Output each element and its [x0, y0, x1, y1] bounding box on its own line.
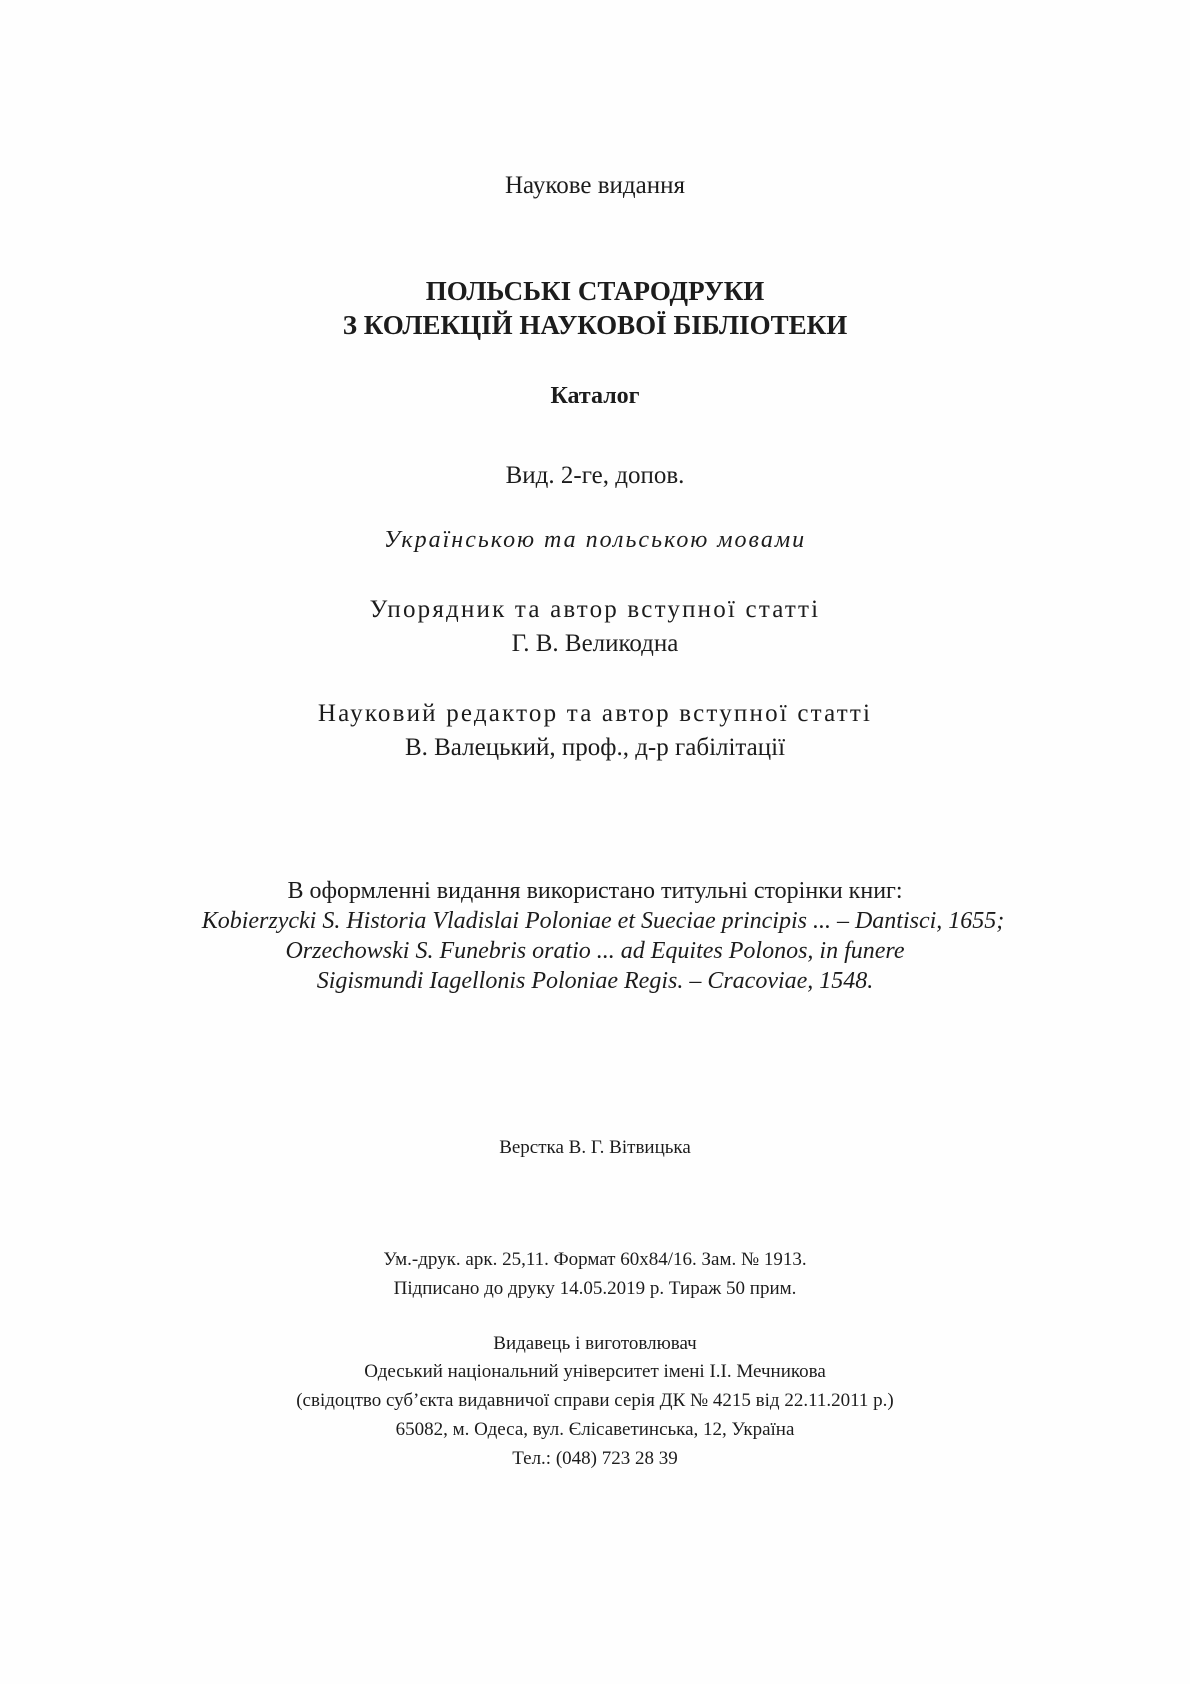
book-title-line-1: ПОЛЬСЬКІ СТАРОДРУКИ: [425, 276, 765, 306]
layout-credit: Верстка В. Г. Вітвицька: [499, 1137, 691, 1158]
languages-note: Українською та польською мовами: [383, 527, 807, 553]
imprint-label: Наукове видання: [504, 172, 686, 199]
compiler-name: Г. В. Великодна: [511, 630, 679, 657]
design-source: Sigismundi Iagellonis Poloniae Regis. – Cracoviae, 1548.: [316, 968, 874, 994]
publisher-address: 65082, м. Одеса, вул. Єлісаветинська, 12, Україна: [395, 1419, 795, 1440]
editor-role: Науковий редактор та автор вступної статті: [317, 700, 873, 727]
design-note: В оформленні видання використано титульні сторінки книг:: [287, 878, 903, 904]
print-specs-line-2: Підписано до друку 14.05.2019 р. Тираж 50 прим.: [393, 1278, 797, 1299]
document-type: Каталог: [550, 383, 640, 409]
compiler-role: Упорядник та автор вступної статті: [369, 596, 821, 623]
publisher-label: Видавець і виготовлювач: [493, 1333, 697, 1354]
publisher-name: Одеський національний університет імені І.І. Мечникова: [364, 1361, 826, 1382]
editor-name: В. Валецький, проф., д-р габілітації: [404, 734, 786, 761]
design-source: Kobierzycki S. Historia Vladislai Poloniae et Sueciae principis ... – Dantisci, 1655;: [201, 908, 1005, 934]
print-specs-line-1: Ум.-друк. арк. 25,11. Формат 60х84/16. Зам. № 1913.: [383, 1249, 807, 1270]
design-source: Orzechowski S. Funebris oratio ... ad Equites Polonos, in funere: [285, 938, 905, 964]
publisher-certificate: (свідоцтво суб’єкта видавничої справи серія ДК № 4215 від 22.11.2011 р.): [296, 1390, 894, 1411]
edition-info: Вид. 2-ге, допов.: [505, 462, 685, 489]
book-title-line-2: З КОЛЕКЦІЙ НАУКОВОЇ БІБЛІОТЕКИ: [342, 310, 848, 340]
publisher-phone: Тел.: (048) 723 28 39: [512, 1448, 678, 1469]
